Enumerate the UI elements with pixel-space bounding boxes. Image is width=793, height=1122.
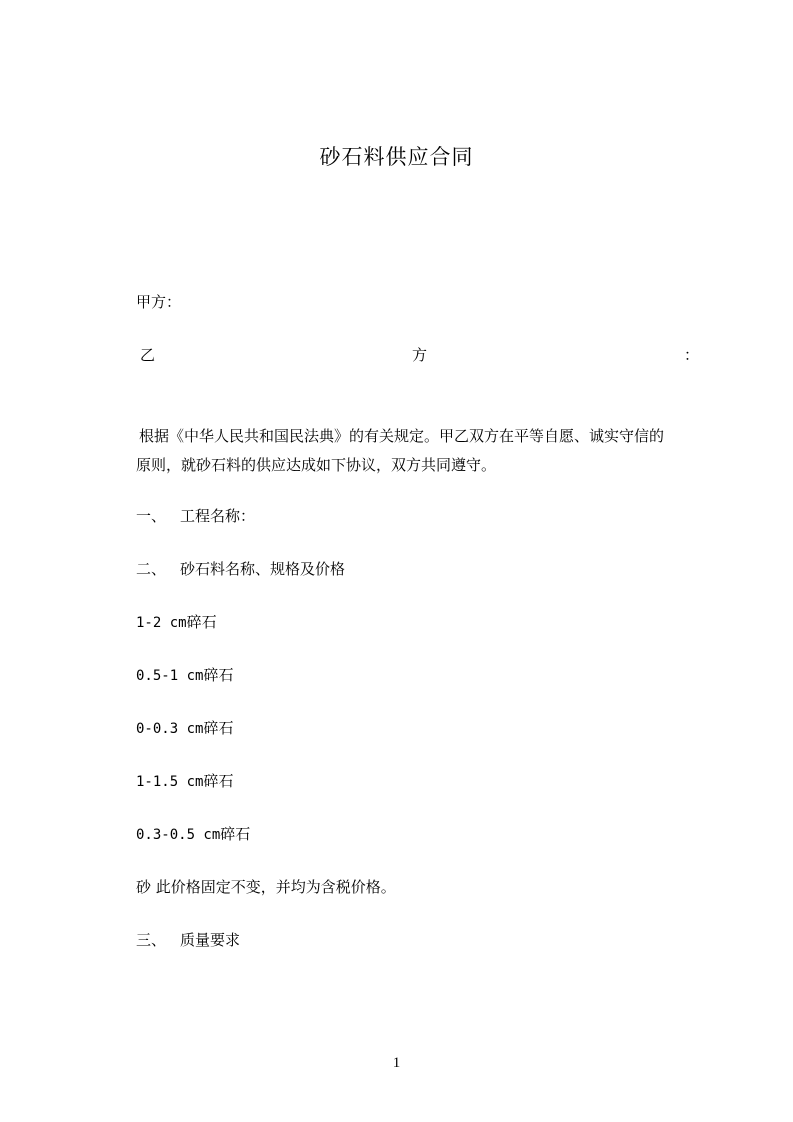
item-spec: 0.3-0.5 cm bbox=[136, 827, 221, 843]
section-3-heading bbox=[136, 930, 240, 950]
section-2-text: 砂石料名称、规格及价格 bbox=[180, 560, 346, 578]
item-row bbox=[136, 718, 233, 739]
page-number: 1 bbox=[392, 1055, 401, 1071]
section-2-number: 二、 bbox=[136, 560, 167, 578]
section-3-text: 质量要求 bbox=[180, 931, 241, 949]
item-spec: 1-2 cm bbox=[136, 615, 187, 631]
item-spec: 1-1.5 cm bbox=[136, 774, 204, 790]
item-row bbox=[136, 824, 250, 845]
item-spec: 0.5-1 cm bbox=[136, 668, 204, 684]
section-1-heading bbox=[136, 506, 255, 526]
item-row bbox=[136, 612, 217, 633]
item-row bbox=[136, 771, 233, 792]
section-2-heading bbox=[136, 559, 345, 579]
item-row bbox=[136, 665, 233, 686]
item-name: 碎石 bbox=[203, 666, 234, 684]
party-a-label: 甲方： bbox=[136, 293, 182, 311]
intro-paragraph-line-1: 根据《中华人民共和国民法典》的有关规定。甲乙双方在平等自愿、诚实守信的 bbox=[139, 427, 665, 445]
section-3-number: 三、 bbox=[136, 931, 167, 949]
item-name: 碎石 bbox=[203, 719, 234, 737]
party-b-line bbox=[136, 344, 700, 366]
sand-price-note: 砂 此价格固定不变，并均为含税价格。 bbox=[136, 878, 396, 896]
item-name: 碎石 bbox=[203, 772, 234, 790]
item-name: 碎石 bbox=[186, 613, 217, 631]
party-b-char-2: 方 bbox=[412, 346, 428, 364]
item-name: 碎石 bbox=[220, 825, 251, 843]
party-b-colon: ： bbox=[684, 346, 700, 364]
section-1-number: 一、 bbox=[136, 507, 167, 525]
party-b-char-1: 乙 bbox=[140, 346, 156, 364]
section-1-text: 工程名称： bbox=[180, 507, 256, 525]
intro-paragraph-line-2: 原则，就砂石料的供应达成如下协议，双方共同遵守。 bbox=[136, 456, 497, 474]
item-spec: 0-0.3 cm bbox=[136, 721, 204, 737]
page-title: 砂石料供应合同 bbox=[319, 145, 474, 169]
